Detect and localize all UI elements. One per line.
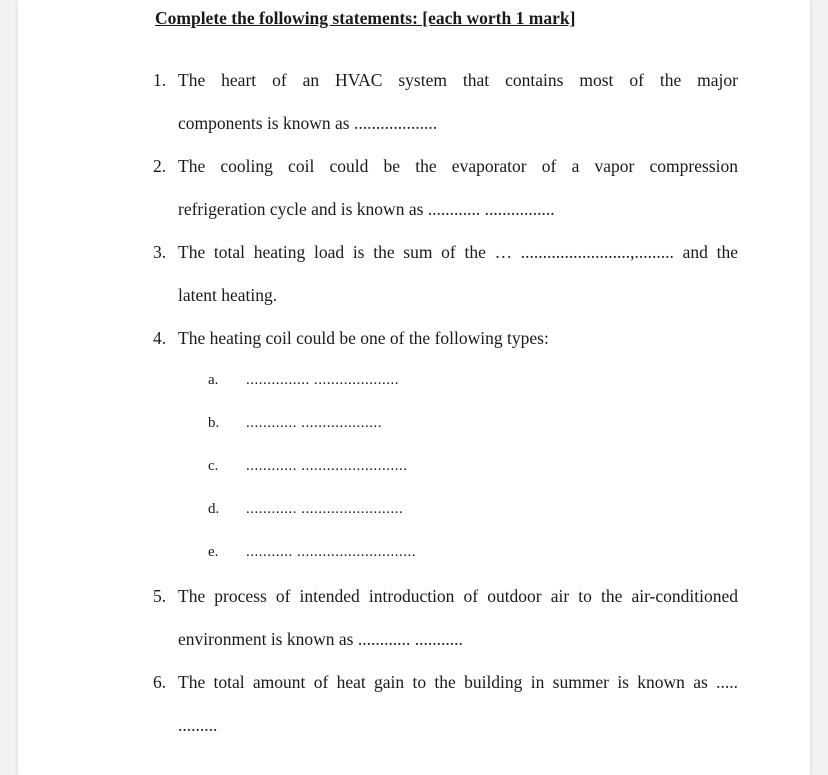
question-5-number: 5. bbox=[153, 586, 167, 606]
question-5-text-line-2: environment is known as ............ ........... bbox=[178, 629, 463, 649]
question-5-text-line-1: The process of intended introduction of outdoor air to the air-conditioned bbox=[178, 586, 738, 606]
question-3-text-line-2: latent heating. bbox=[178, 285, 278, 305]
question-3-number: 3. bbox=[153, 242, 167, 262]
question-4-text-line-1: The heating coil could be one of the following types: bbox=[178, 328, 549, 348]
question-4-number: 4. bbox=[153, 328, 167, 348]
question-2-text-line-1: The cooling coil could be the evaporator of a vapor compression bbox=[178, 156, 738, 176]
option-e-blank: ........... ............................ bbox=[246, 544, 416, 560]
option-b-letter: b. bbox=[208, 415, 220, 431]
option-b-blank: ............ ................... bbox=[246, 415, 382, 431]
document-page bbox=[18, 0, 810, 775]
question-1-text-line-2: components is known as ................... bbox=[178, 113, 438, 133]
question-1-number: 1. bbox=[153, 70, 167, 90]
question-6-number: 6. bbox=[153, 672, 167, 692]
question-2-number: 2. bbox=[153, 156, 167, 176]
question-2-text-line-2: refrigeration cycle and is known as ............ ................ bbox=[178, 199, 555, 219]
question-6-text-line-2: ......... bbox=[178, 715, 218, 735]
option-a-letter: a. bbox=[208, 372, 219, 388]
option-c-blank: ............ ......................... bbox=[246, 458, 408, 474]
question-3-text-line-1: The total heating load is the sum of the … .........................,......... and the bbox=[178, 242, 738, 262]
page-title: Complete the following statements: [each worth 1 mark] bbox=[155, 8, 576, 28]
option-e-letter: e. bbox=[208, 544, 219, 560]
question-6-text-line-1: The total amount of heat gain to the building in summer is known as ..... bbox=[178, 672, 738, 692]
option-d-letter: d. bbox=[208, 501, 220, 517]
option-c-letter: c. bbox=[208, 458, 219, 474]
option-a-blank: ............... .................... bbox=[246, 372, 399, 388]
option-d-blank: ............ ........................ bbox=[246, 501, 404, 517]
question-1-text-line-1: The heart of an HVAC system that contains most of the major bbox=[178, 70, 738, 90]
